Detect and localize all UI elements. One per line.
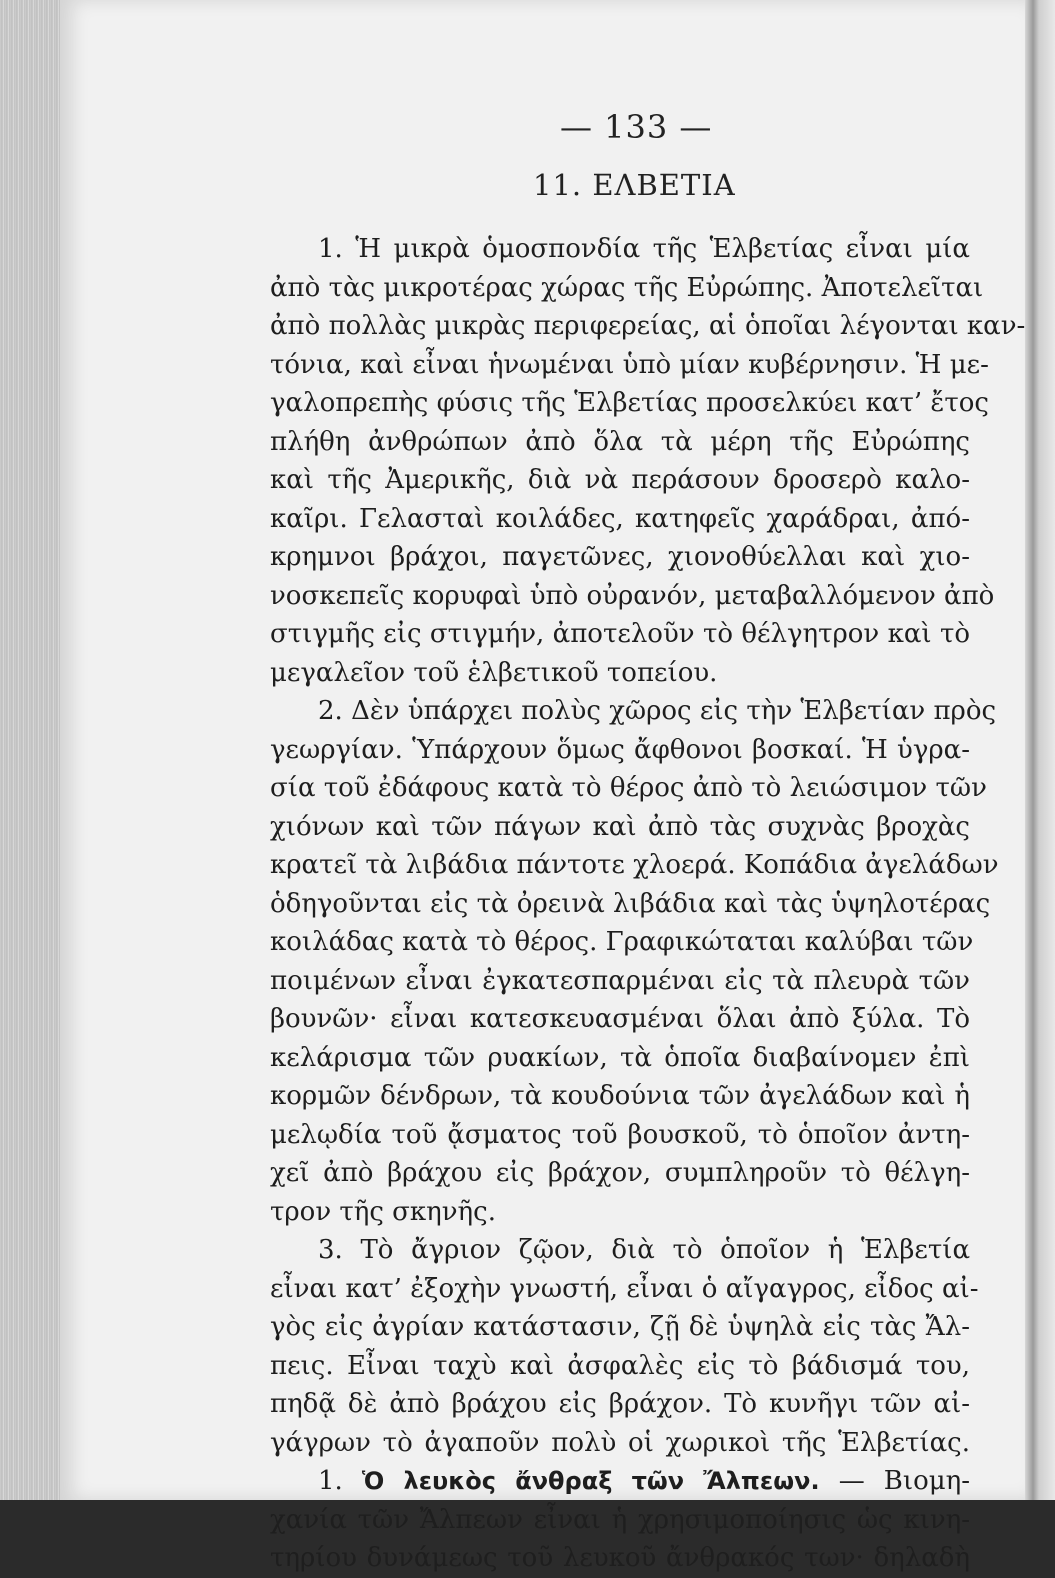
text-line: 2. Δὲν ὑπάρχει πολὺς χῶρος εἰς τὴν Ἑλβετίαν πρὸς — [318, 696, 997, 726]
text-line: γὸς εἰς ἀγρίαν κατάστασιν, ζῇ δὲ ὑψηλὰ εἰς τὰς Ἄλ- — [270, 1312, 970, 1342]
text-line: γεωργίαν. Ὑπάρχουν ὅμως ἄφθονοι βοσκαί. Ἡ ὑγρα- — [270, 734, 970, 765]
text-line: κρημνοι βράχοι, παγετῶνες, χιονοθύελλαι καὶ χιο- — [270, 542, 970, 572]
section-number: 1. — [318, 1466, 343, 1496]
text-line: 1. Ἡ μικρὰ ὁμοσπονδία τῆς Ἑλβετίας εἶναι μία — [318, 234, 970, 264]
text-line: βουνῶν· εἶναι κατεσκευασμέναι ὅλαι ἀπὸ ξύλα. Τὸ — [270, 1004, 970, 1034]
text-line: ποιμένων εἶναι ἐγκατεσπαρμέναι εἰς τὰ πλευρὰ τῶν — [270, 965, 970, 996]
text-line: κορμῶν δένδρων, τὰ κουδούνια τῶν ἀγελάδων καὶ ἡ — [270, 1081, 970, 1111]
text-line: γάγρων τὸ ἀγαποῦν πολὺ οἱ χωρικοὶ τῆς Ἑλβετίας. — [270, 1427, 970, 1458]
text-line: πεις. Εἶναι ταχὺ καὶ ἀσφαλὲς εἰς τὸ βάδισμά του, — [270, 1350, 970, 1381]
text-line: εἶναι κατ’ ἐξοχὴν γνωστή, εἶναι ὁ αἴγαγρος, εἶδος αἰ- — [270, 1273, 979, 1304]
chapter-title: 11. ΕΛΒΕΤΙΑ — [533, 168, 736, 202]
text-line: πλήθη ἀνθρώπων ἀπὸ ὅλα τὰ μέρη τῆς Εὐρώπης — [270, 426, 970, 457]
next-page-edge — [1025, 0, 1055, 1500]
text-line: καὶ τῆς Ἀμερικῆς, διὰ νὰ περάσουν δροσερὸ καλο- — [270, 465, 970, 495]
text-line: νοσκεπεῖς κορυφαὶ ὑπὸ οὐρανόν, μεταβαλλόμενον ἀπὸ — [270, 580, 995, 611]
text-line: τρον τῆς σκηνῆς. — [270, 1196, 496, 1227]
text-line: κρατεῖ τὰ λιβάδια πάντοτε χλοερά. Κοπάδια ἀγελάδων — [270, 850, 999, 880]
text-line: ὁδηγοῦνται εἰς τὰ ὀρεινὰ λιβάδια καὶ τὰς ὑψηλοτέρας — [270, 888, 991, 919]
text-line: τόνια, καὶ εἶναι ἡνωμέναι ὑπὸ μίαν κυβέρνησιν. Ἡ με- — [270, 349, 989, 380]
section-heading-line — [270, 1462, 970, 1501]
section-heading-continuation: — Βιομη- — [838, 1466, 971, 1496]
text-line: μεγαλεῖον τοῦ ἑλβετικοῦ τοπείου. — [270, 657, 718, 688]
text-line: γαλοπρεπὴς φύσις τῆς Ἑλβετίας προσελκύει κατ’ ἔτος — [270, 388, 989, 418]
text-line: μελῳδία τοῦ ᾄσματος τοῦ βουσκοῦ, τὸ ὁποῖον ἀντη- — [270, 1119, 970, 1150]
text-line: κελάρισμα τῶν ρυακίων, τὰ ὁποῖα διαβαίνομεν ἐπὶ — [270, 1042, 970, 1073]
text-line: καῖρι. Γελασταὶ κοιλάδες, κατηφεῖς χαράδραι, ἀπό- — [270, 503, 970, 534]
text-line: χανία τῶν Ἄλπεων εἶναι ἡ χρησιμοποίησις ὡς κινη- — [270, 1504, 970, 1535]
text-line: πηδᾷ δὲ ἀπὸ βράχου εἰς βράχον. Τὸ κυνῆγι τῶν αἰ- — [270, 1389, 970, 1419]
text-line: στιγμῆς εἰς στιγμήν, ἀποτελοῦν τὸ θέλγητρον καὶ τὸ — [270, 619, 970, 649]
text-line: χεῖ ἀπὸ βράχου εἰς βράχον, συμπληροῦν τὸ θέλγη- — [270, 1158, 970, 1188]
text-line: ἀπὸ τὰς μικροτέρας χώρας τῆς Εὐρώπης. Ἀποτελεῖται — [270, 272, 984, 303]
text-line: χιόνων καὶ τῶν πάγων καὶ ἀπὸ τὰς συχνὰς βροχὰς — [270, 811, 970, 842]
text-line: 3. Τὸ ἄγριον ζῷον, διὰ τὸ ὁποῖον ἡ Ἑλβετία — [318, 1235, 970, 1265]
text-line: κοιλάδας κατὰ τὸ θέρος. Γραφικώταται καλύβαι τῶν — [270, 927, 974, 957]
text-line: τηρίου δυνάμεως τοῦ λευκοῦ ἄνθρακός των· δηλαδὴ — [270, 1543, 970, 1573]
page-number: — 133 — — [560, 108, 713, 146]
text-line: ἀπὸ πολλὰς μικρὰς περιφερείας, αἱ ὁποῖαι λέγονται καν- — [270, 311, 1026, 341]
text-line: σία τοῦ ἐδάφους κατὰ τὸ θέρος ἀπὸ τὸ λειώσιμον τῶν — [270, 773, 987, 803]
body-text — [270, 230, 1026, 1578]
section-heading: Ὁ λευκὸς ἄνθραξ τῶν Ἄλπεων. — [361, 1467, 820, 1495]
